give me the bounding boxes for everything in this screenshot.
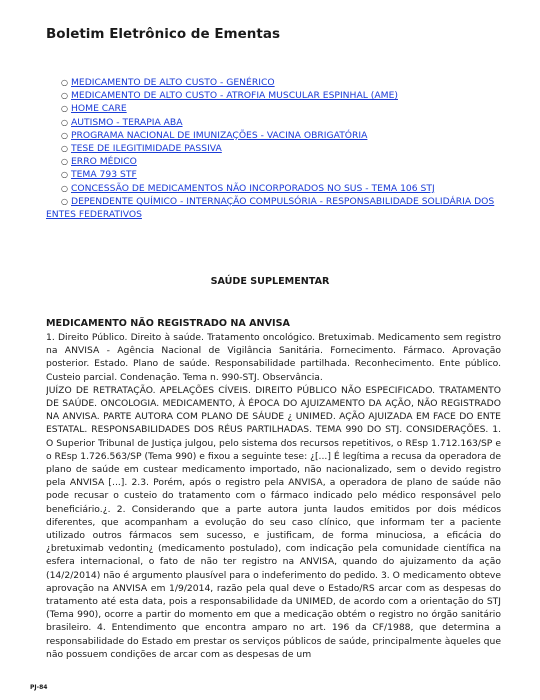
toc-item bbox=[46, 102, 502, 115]
toc-link-autismo-terapia-aba[interactable]: AUTISMO - TERAPIA ABA bbox=[71, 116, 183, 128]
toc-item bbox=[46, 89, 502, 102]
toc-item bbox=[46, 155, 502, 168]
toc-link-dependente-quimico[interactable]: DEPENDENTE QUÍMICO - INTERNAÇÃO COMPULSÓRIA - RESPONSABILIDADE SOLIDÁRIA DOS ENTES FEDERATIVOS bbox=[46, 195, 495, 221]
circle-bullet-icon: ○ bbox=[61, 157, 68, 167]
case-summary-paragraph: 1. Direito Público. Direito à saúde. Tratamento oncológico. Bretuximab. Medicamento sem registro na ANVISA - Agência Nacional de Vigilância Sanitária. Fornecimento. Fármaco. Aprovação posterior. Estado. Plano de saúde. Responsabilidade partilhada. Reconhecimento. Ente público. Custeio parcial. Condenação. Tema n. 990-STJ. Observância. bbox=[46, 332, 501, 383]
circle-bullet-icon: ○ bbox=[61, 130, 68, 140]
toc-link-home-care[interactable]: HOME CARE bbox=[71, 103, 127, 115]
toc-item bbox=[46, 116, 502, 129]
toc-link-atrofia-muscular-espinhal[interactable]: MEDICAMENTO DE ALTO CUSTO - ATROFIA MUSCULAR ESPINHAL (AME) bbox=[71, 90, 398, 102]
toc-link-ilegitimidade-passiva[interactable]: TESE DE ILEGITIMIDADE PASSIVA bbox=[71, 143, 222, 155]
toc-link-tema-793-stf[interactable]: TEMA 793 STF bbox=[71, 169, 137, 181]
circle-bullet-icon: ○ bbox=[61, 183, 68, 193]
toc-item bbox=[46, 142, 502, 155]
toc-item bbox=[46, 195, 502, 221]
circle-bullet-icon: ○ bbox=[61, 144, 68, 154]
toc-item bbox=[46, 76, 502, 89]
circle-bullet-icon: ○ bbox=[61, 170, 68, 180]
circle-bullet-icon: ○ bbox=[61, 196, 68, 206]
toc-link-tema-106-stj[interactable]: CONCESSÃO DE MEDICAMENTOS NÃO INCORPORADOS NO SUS - TEMA 106 STJ bbox=[71, 182, 435, 194]
case-text bbox=[46, 331, 501, 671]
circle-bullet-icon: ○ bbox=[61, 78, 68, 87]
circle-bullet-icon: ○ bbox=[61, 104, 68, 114]
toc-link-medicamento-alto-custo-generico[interactable]: MEDICAMENTO DE ALTO CUSTO - GENÉRICO bbox=[71, 77, 275, 88]
circle-bullet-icon: ○ bbox=[61, 91, 68, 101]
circle-bullet-icon: ○ bbox=[61, 117, 68, 127]
page-title: Boletim Eletrônico de Ementas bbox=[46, 26, 280, 42]
toc-item bbox=[46, 182, 502, 195]
toc-item bbox=[46, 129, 502, 142]
case-title: MEDICAMENTO NÃO REGISTRADO NA ANVISA bbox=[46, 318, 290, 329]
page-code: PJ-84 bbox=[30, 684, 48, 691]
toc-link-erro-medico[interactable]: ERRO MÉDICO bbox=[71, 156, 137, 168]
case-body-paragraph: JUÍZO DE RETRATAÇÃO. APELAÇÕES CÍVEIS. DIREITO PÚBLICO NÃO ESPECIFICADO. TRATAMENTO DE SAÚDE. ONCOLOGIA. MEDICAMENTO, À ÉPOCA DO AJUIZAMENTO DA AÇÃO, NÃO REGISTRADO NA ANVISA. PARTE AUTORA COM PLANO DE SÁUDE ¿ UNIMED. AÇÃO AJUIZADA EM FACE DO ENTE ESTATAL. RESPONSABILIDADES DOS RÉUS PARTILHADAS. TEMA 990 DO STJ. CONSIDERAÇÕES. 1. O Superior Tribunal de Justiça julgou, pelo sistema dos recursos repetitivos, o REsp 1.712.163/SP e o REsp 1.726.563/SP (Tema 990) e fixou a seguinte tese: ¿[...] É legítima a recusa da operadora de plano de saúde em custear medicamento importado, não nacionalizado, sem o devido registro pela ANVISA [...]. 2.3. Porém, após o registro pela ANVISA, a operadora de plano de saúde não pode recusar o custeio do tratamento com o fármaco indicado pelo médico responsável pelo beneficiário.¿. 2. Considerando que a parte autora junta laudos emitidos por dois médicos diferentes, que acompanham a evolução do seu caso clínico, que informam ter a paciente utilizado outros fármacos sem sucesso, e justificam, de forma minuciosa, a eficácia do ¿bretuximab vedontin¿ (medicamento postulado), com indicação pela comunidade científica na esfera internacional, o fato de não ter registro na ANVISA, quando do ajuizamento da ação (14/2/2014) não é argumento plausível para o indeferimento do pedido. 3. O medicamento obteve aprovação na ANVISA em 1/9/2014, razão pela qual deve o Estado/RS arcar com as despesas do tratamento até esta data, pois a responsabilidade da UNIMED, de acordo com a orientação do STJ (Tema 990), ocorre a partir do momento em que a medicação obtém o registro no órgão sanitário brasileiro. 4. Entendimento que encontra amparo no art. 196 da CF/1988, que determina a responsabilidade do Estado em prestar os serviços públicos de saúde, principalmente àqueles que não possuem condições de arcar com as despesas de um bbox=[46, 384, 501, 660]
toc-link-vacina-obrigatoria[interactable]: PROGRAMA NACIONAL DE IMUNIZAÇÕES - VACINA OBRIGATÓRIA bbox=[71, 129, 368, 141]
toc-item bbox=[46, 168, 502, 181]
table-of-contents bbox=[46, 76, 502, 221]
section-heading: SAÚDE SUPLEMENTAR bbox=[210, 276, 330, 287]
